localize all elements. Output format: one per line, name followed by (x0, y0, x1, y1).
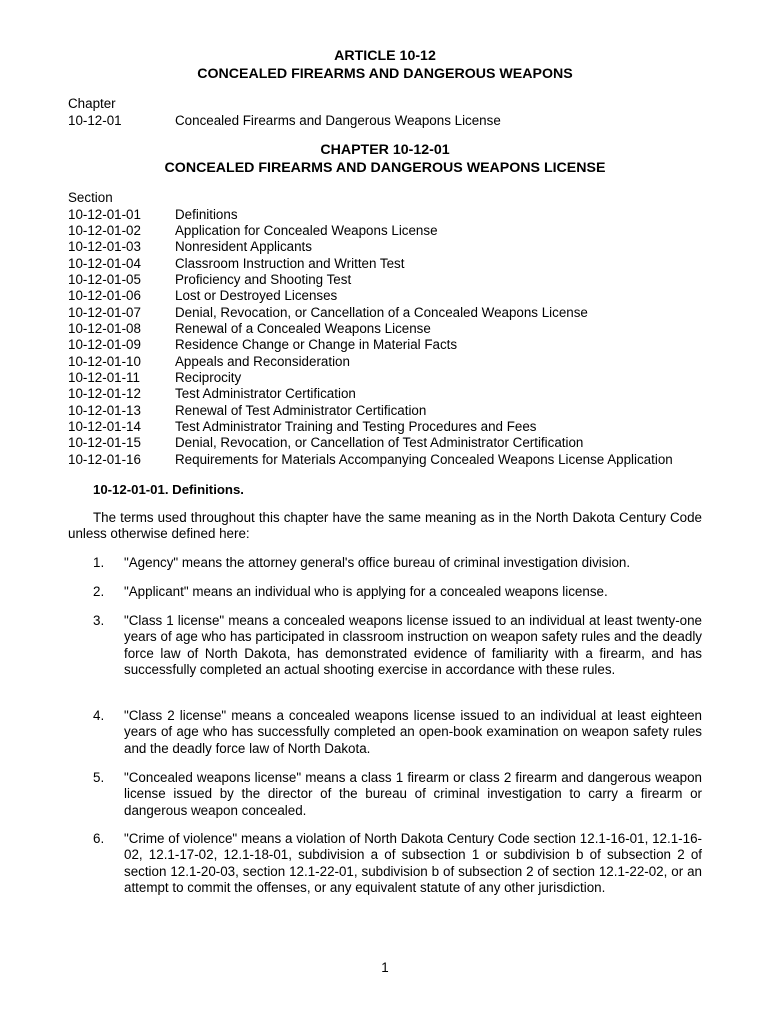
section-title: Requirements for Materials Accompanying Concealed Weapons License Application (175, 452, 673, 467)
section-code: 10-12-01-07 (68, 305, 141, 320)
definition-text: "Class 1 license" means a concealed weapons license issued to an individual at least twenty-one years of age who has participated in classroom instruction on weapon safety rules and the deadly force law of North Dakota, has demonstrated evidence of familiarity with a firearm, and has successfully completed an actual shooting exercise in accordance with these rules. (124, 613, 702, 677)
section-title: Test Administrator Certification (175, 386, 356, 401)
section-code: 10-12-01-15 (68, 435, 141, 450)
section-title: Test Administrator Training and Testing Procedures and Fees (175, 419, 537, 434)
chapter-subheading: CONCEALED FIREARMS AND DANGEROUS WEAPONS LICENSE (164, 160, 606, 176)
section-title: Appeals and Reconsideration (175, 354, 350, 369)
section-title: Denial, Revocation, or Cancellation of Test Administrator Certification (175, 435, 584, 450)
section-code: 10-12-01-11 (68, 370, 140, 385)
section-title: Definitions (175, 207, 238, 222)
section-title: Reciprocity (175, 370, 242, 385)
section-code: 10-12-01-05 (68, 272, 141, 287)
section-code: 10-12-01-03 (68, 239, 141, 254)
chapter-title: Concealed Firearms and Dangerous Weapons License (175, 113, 501, 128)
definition-text: "Concealed weapons license" means a class 1 firearm or class 2 firearm and dangerous weapon license issued by the director of the bureau of criminal investigation to carry a firearm or dangerous weapon concealed. (124, 770, 702, 818)
section-title: Classroom Instruction and Written Test (175, 256, 405, 271)
chapter-code: 10-12-01 (68, 113, 122, 128)
section-code: 10-12-01-16 (68, 452, 141, 467)
section-code: 10-12-01-04 (68, 256, 141, 271)
definition-number: 2. (93, 584, 105, 599)
chapter-label: Chapter (68, 96, 116, 111)
chapter-list-row (0, 113, 770, 129)
definition-number: 3. (93, 613, 105, 628)
definition-text: "Agency" means the attorney general's office bureau of criminal investigation division. (124, 555, 631, 570)
section-title: Application for Concealed Weapons License (175, 223, 438, 238)
section-title: Residence Change or Change in Material Facts (175, 337, 458, 352)
section-label: Section (68, 190, 113, 205)
section-code: 10-12-01-01 (68, 207, 141, 222)
definition-text: "Class 2 license" means a concealed weapons license issued to an individual at least eighteen years of age who has successfully completed an open-book examination on weapon safety rules and the deadly force law of North Dakota. (124, 708, 702, 756)
section-code: 10-12-01-09 (68, 337, 141, 352)
section-title: Denial, Revocation, or Cancellation of a Concealed Weapons License (175, 305, 588, 320)
article-subheading: CONCEALED FIREARMS AND DANGEROUS WEAPONS (197, 66, 573, 82)
section-title: Proficiency and Shooting Test (175, 272, 352, 287)
definition-number: 6. (93, 831, 105, 846)
definition-number: 5. (93, 770, 105, 785)
page-number: 1 (381, 960, 389, 975)
definitions-intro: The terms used throughout this chapter have the same meaning as in the North Dakota Century Code unless otherwise defined here: (68, 510, 702, 542)
section-code: 10-12-01-10 (68, 354, 141, 369)
section-code: 10-12-01-13 (68, 403, 141, 418)
section-title: Renewal of Test Administrator Certification (175, 403, 427, 418)
section-code: 10-12-01-14 (68, 419, 141, 434)
section-code: 10-12-01-06 (68, 288, 141, 303)
definition-text: "Applicant" means an individual who is applying for a concealed weapons license. (124, 584, 608, 599)
article-heading: ARTICLE 10-12 (334, 48, 436, 64)
section-code: 10-12-01-08 (68, 321, 141, 336)
section-code: 10-12-01-02 (68, 223, 141, 238)
definitions-heading: 10-12-01-01. Definitions. (93, 482, 244, 497)
definition-number: 4. (93, 708, 105, 723)
definition-text: "Crime of violence" means a violation of North Dakota Century Code section 12.1-16-01, 12.1-16-02, 12.1-17-02, 12.1-18-01, subdivision a of subsection 1 or subdivision b of subsection 2 of section 12.1-20-03, section 12.1-22-01, subdivision b of subsection 2 of section 12.1-22-02, or an attempt to commit the offenses, or any equivalent statute of any other jurisdiction. (124, 831, 702, 895)
definition-number: 1. (93, 555, 105, 570)
section-title: Renewal of a Concealed Weapons License (175, 321, 431, 336)
chapter-heading: CHAPTER 10-12-01 (320, 142, 450, 158)
section-title: Lost or Destroyed Licenses (175, 288, 338, 303)
section-code: 10-12-01-12 (68, 386, 141, 401)
section-title: Nonresident Applicants (175, 239, 312, 254)
